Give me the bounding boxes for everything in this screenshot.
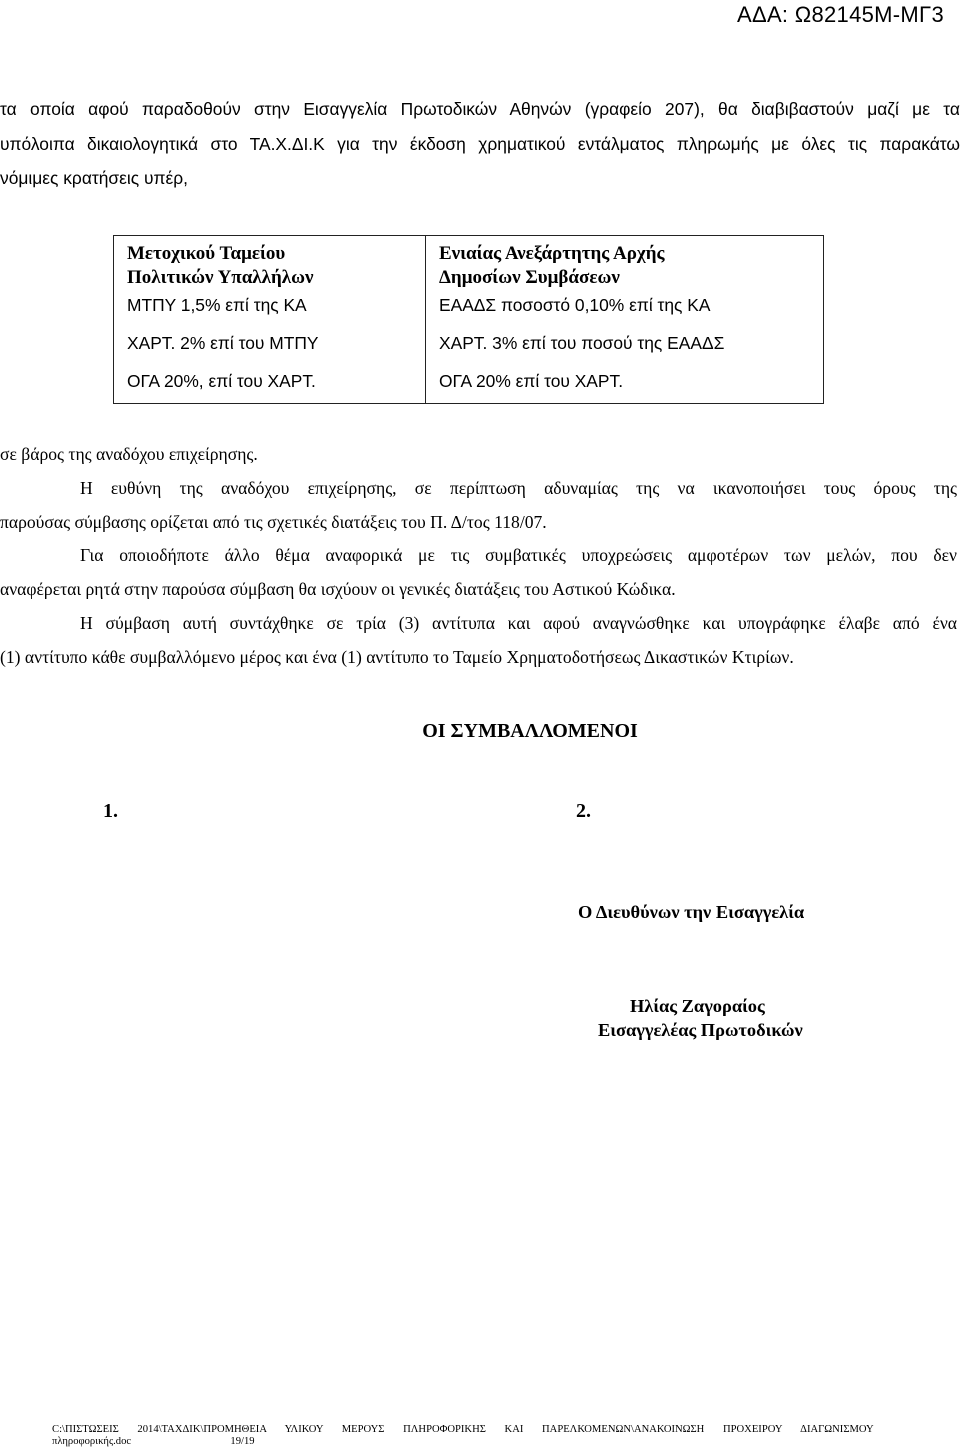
eaads-heading-2: Δημοσίων Συμβάσεων: [439, 267, 620, 288]
liability-paragraph: [0, 472, 957, 506]
mtpy-heading-2: Πολιτικών Υπαλλήλων: [127, 267, 314, 288]
page-number: 19/19: [230, 1436, 255, 1447]
civil-code-paragraph-cont: αναφέρεται ρητά στην παρούσα σύμβαση θα ισχύουν οι γενικές διατάξεις του Αστικού Κώδικα.: [0, 579, 676, 600]
eaads-row-1: ΕΑΑΔΣ ποσοστό 0,10% επί της ΚΑ: [439, 295, 711, 315]
file-info: [52, 1436, 874, 1448]
file-path: C:\ΠΙΣΤΩΣΕΙΣ 2014\ΤΑΧΔΙΚ\ΠΡΟΜΗΘΕΙΑ ΥΛΙΚΟΥ ΜΕΡΟΥΣ ΠΛΗΡΟΦΟΡΙΚΗΣ ΚΑΙ ΠΑΡΕΛΚΟΜΕΝΩΝ\ΑΝΑΚΟΙΝΩΣΗ ΠΡΟΧΕΙΡΟΥ ΔΙΑΓΩΝΙΣΜΟΥ: [52, 1424, 874, 1435]
intro-line-2: υπόλοιπα δικαιολογητικά στο ΤΑ.Χ.ΔΙ.Κ για την έκδοση χρηματικού εντάλματος πληρωμής με όλες τις παρακάτω: [0, 133, 960, 154]
fees-cell-mtpy: [114, 236, 426, 404]
mtpy-row-3: ΟΓΑ 20%, επί του ΧΑΡΤ.: [127, 371, 316, 391]
intro-paragraph: [0, 92, 960, 196]
ada-code: ΑΔΑ: Ω82145Μ-ΜΓ3: [736, 2, 944, 27]
eaads-heading-1: Ενιαίας Ανεξάρτητης Αρχής: [439, 243, 665, 264]
burden-line: σε βάρος της αναδόχου επιχείρησης.: [0, 444, 258, 464]
signatory-name: Ηλίας Ζαγοραίος: [630, 996, 765, 1016]
fees-table: [113, 235, 824, 404]
director-title: Ο Διευθύνων την Εισαγγελία: [578, 902, 805, 922]
eaads-row-3: ΟΓΑ 20% επί του ΧΑΡΤ.: [439, 371, 624, 391]
mtpy-row-2: ΧΑΡΤ. 2% επί του ΜΤΠΥ: [127, 333, 319, 353]
document-footer: [52, 1424, 874, 1448]
signatory-role: Εισαγγελέας Πρωτοδικών: [598, 1020, 803, 1040]
civil-code-line-1: Για οποιοδήποτε άλλο θέμα αναφορικά με τις συμβατικές υποχρεώσεις αμφοτέρων των μελών, που δεν: [80, 545, 957, 566]
intro-line-1: τα οποία αφού παραδοθούν στην Εισαγγελία Πρωτοδικών Αθηνών (γραφείο 207), θα διαβιβαστούν μαζί με τα: [0, 99, 960, 119]
party-1-label: 1.: [103, 800, 118, 822]
copies-line-1: Η σύμβαση αυτή συντάχθηκε σε τρία (3) αντίτυπα και αφού αναγνώσθηκε και υπογράφηκε έλαβε από ένα: [80, 612, 957, 633]
copies-paragraph: [0, 607, 957, 641]
party-2-label: 2.: [576, 800, 591, 822]
eaads-row-2: ΧΑΡΤ. 3% επί του ποσού της ΕΑΑΔΣ: [439, 333, 725, 353]
copies-paragraph-cont: (1) αντίτυπο κάθε συμβαλλόμενο μέρος και ένα (1) αντίτυπο το Ταμείο Χρηματοδοτήσεως Δικαστικών Κτιρίων.: [0, 646, 794, 667]
intro-line-3: νόμιμες κρατήσεις υπέρ,: [0, 168, 188, 188]
file-name: πληροφορικής.doc: [52, 1436, 132, 1447]
mtpy-heading-1: Μετοχικού Ταμείου: [127, 243, 286, 264]
parties-title: ΟΙ ΣΥΜΒΑΛΛΟΜΕΝΟΙ: [422, 720, 638, 742]
liability-paragraph-cont: παρούσας σύμβασης ορίζεται από τις σχετικές διατάξεις του Π. Δ/τος 118/07.: [0, 511, 547, 532]
mtpy-row-1: ΜΤΠΥ 1,5% επί της ΚΑ: [127, 295, 307, 315]
fees-cell-eaads: [426, 236, 824, 404]
contract-body: [0, 438, 957, 675]
liability-line-1: Η ευθύνη της αναδόχου επιχείρησης, σε περίπτωση αδυναμίας της να ικανοποιήσει τους όρους της: [80, 477, 957, 498]
civil-code-paragraph: [0, 539, 957, 573]
